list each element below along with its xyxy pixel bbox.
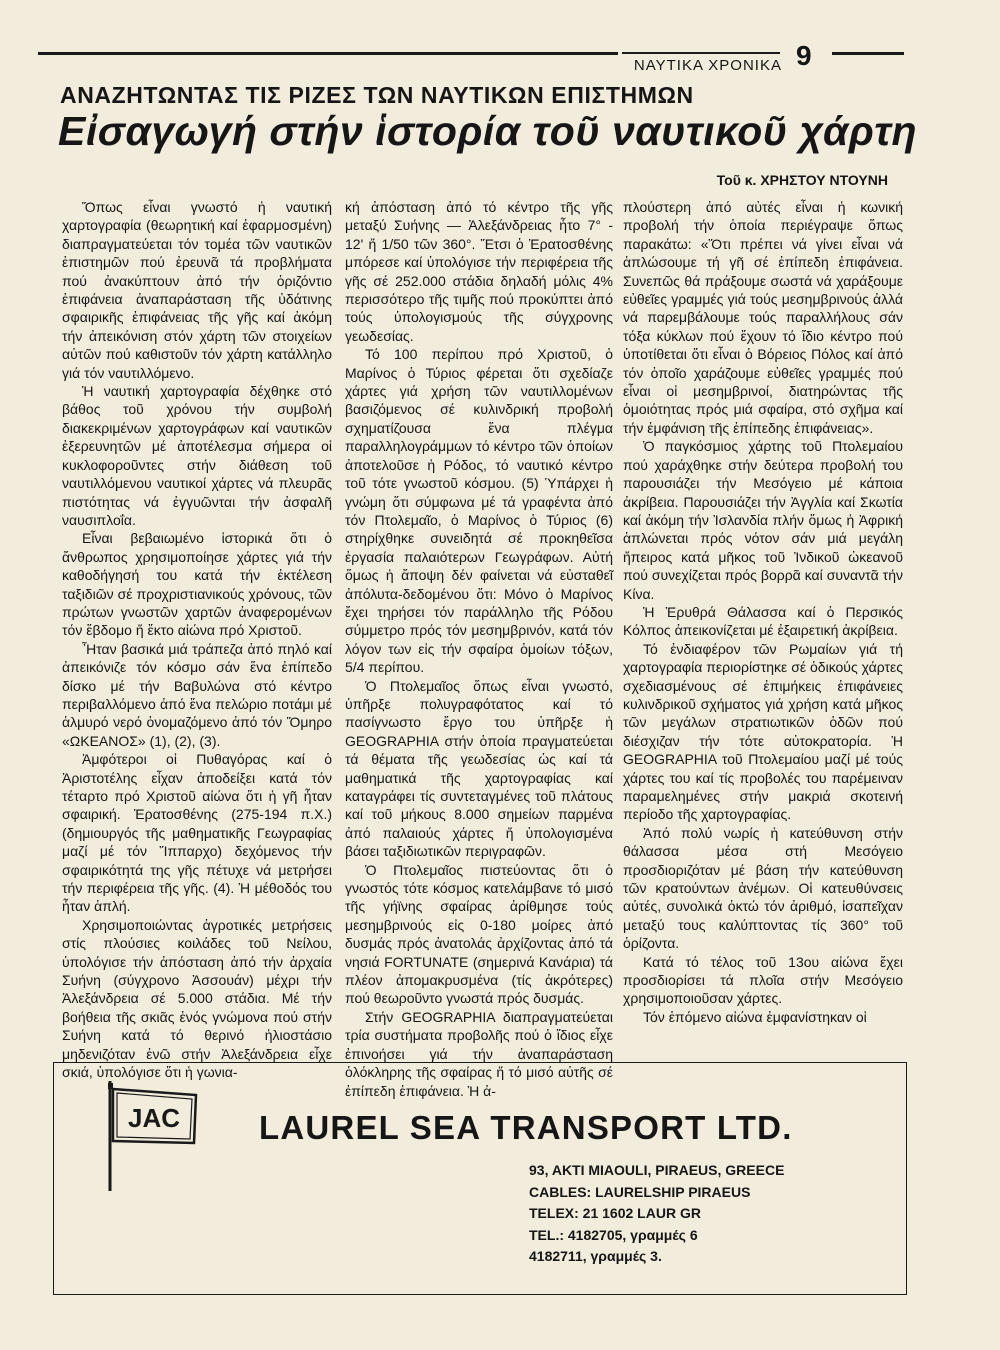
header-rule-right [832,52,904,55]
ad-company-name: LAUREL SEA TRANSPORT LTD. [259,1109,793,1146]
paragraph: Ἡ ναυτική χαρτογραφία δέχθηκε στό βάθος τοῦ χρόνου τήν συμβολή διακεκριμένων χαρτογράφων καί ναυτικῶν ἐξερευνητῶν μέ ἀποτέλεσμα σήμερα οἱ κυκλοφοροῦντες στήν διάθεση τοῦ ναυτιλλόμενου ναυτικοί χάρτες νά πλευρᾶς πιστότητας νά ἐγγυῶνται τήν ἀσφαλῆ ναυσιπλοΐα. [62,383,332,528]
paragraph: Στήν GEOGRAPHIA διαπραγματεύεται τρία συστήματα προβολῆς πού ὁ ἴδιος εἶχε ἐπινοήσει γιά τήν ἀναπαράσταση ὁλόκληρης τῆς σφαίρας ἤ τό μισό αὐτῆς σέ ἐπίπεδη ἐπιφάνεια. Ἡ ἀ- [345,1008,613,1099]
header-rule-left [38,52,618,55]
ad-telephone-1: ΤΕL.: 4182705, γραμμές 6 [529,1226,698,1243]
paragraph: Ἀπό πολύ νωρίς ἡ κατεύθυνση στήν θάλασσα μέσα στή Μεσόγειο προσδιοριζόταν μέ βάση τήν κατεύθυνση τῶν κρατούντων ἀνέμων. Οἱ κατευθύνσεις αὐτές, συνολικά ὀκτώ τόν ἀριθμό, ἰσαπεῖχαν μεταξύ τους καλύπτοντας τίς 360° τοῦ ὁρίζοντα. [623,824,903,952]
paragraph: Ὁ Πτολεμαῖος πιστεύοντας ὅτι ὁ γνωστός τότε κόσμος κατελάμβανε τό μισό τῆς γήϊνης σφαίρας ἀρίθμησε τούς μεσημβρινούς εἰς 0-180 μοίρες ἀπό δυσμάς πρός ἀνατολάς ἀρχίζοντας ἀπό τά νησιά FORTUNATE (σημερινά Κανάρια) τά πλέον ἀπομακρυσμένα (τίς ἀκρότερες) πού θεωροῦντο γνωστά πρός δυσμάς. [345,861,613,1007]
article-kicker: ΑΝΑΖΗΤΩΝΤΑΣ ΤΙΣ ΡΙΖΕΣ ΤΩΝ ΝΑΥΤΙΚΩΝ ΕΠΙΣΤΗΜΩΝ [60,82,694,108]
paragraph: Τό 100 περίπου πρό Χριστοῦ, ὁ Μαρίνος ὁ Τύριος φέρεται ὅτι σχεδίαζε χάρτες γιά χρήση τῶν ναυτιλλομένων βασιζόμενος σέ κυλινδρική προβολή σχηματίζουσα ἕνα πλέγμα παραλληλογράμμων τό κέντρο τῶν ὁποίων ἀποτελοῦσε ἡ Ρόδος, τό ναυτικό κέντρο τοῦ τότε γνωστοῦ κόσμου. (5) Ὑπάρχει ἡ γνώμη ὅτι σύμφωνα μέ τά γραφέντα ἀπό τόν Πτολεμαῖο, ὁ Μαρίνος ὁ Τύριος (6) στηρίχθηκε συνειδητά σέ προκηθεῖσα ἐργασία παλαιότερων Γεωγράφων. Αὐτή ὅμως ἡ ἄποψη δέν φαίνεται νά εὐσταθεῖ ἀπόλυτα-δεδομένου ὅτι: Μόνο ὁ Μαρίνος ἔχει τηρήσει τόν παράλληλο τῆς Ρόδου σύμμετρο πρός τόν μεσημβρινόν, κατά τόν λόγον των εἰς τήν σφαίρα ὁμοίων τόξων, 5/4 περίπου. [345,346,613,676]
paragraph: Ὅπως εἶναι γνωστό ἡ ναυτική χαρτογραφία (θεωρητική καί ἐφαρμοσμένη) διαπραγματεύεται τόν τομέα τῶν ναυτικῶν ἐπιστημῶν πού ἐρευνᾶ τά προβλήματα πού ἀνακύπτουν ἀπό τήν ὁριζόντιο ἐπιφάνεια ἀναπαράσταση τῆς ὑδάτινης σφαιρικῆς ἐπιφάνειας τῆς γῆς καί ἀκόμη τήν ἀπεικόνιση στόν χάρτη τῶν στοιχείων αὐτῶν πού καθιστοῦν τόν χάρτη κατάλληλο γιά τόν ναυτιλλόμενο. [62,199,332,381]
ad-telephone-2: 4182711, γραμμές 3. [529,1248,662,1264]
advertisement-box [53,1062,907,1295]
article-byline: Τοῦ κ. ΧΡΗΣΤΟΥ ΝΤΟΥΝΗ [716,172,888,188]
paragraph: Χρησιμοποιώντας ἀγροτικές μετρήσεις στίς πλούσιες κοιλάδες τοῦ Νείλου, ὑπολόγισε τήν ἀπόσταση ἀπό τήν ἀρχαία Συήνη (σύγχρονο Ἀσσουάν) μέχρι τήν Ἀλεξάνδρεια σέ 5.000 στάδια. Μέ τήν βοήθεια τῆς σκιᾶς ἑνός γνώμονα πού στήν Συήνη κατά τό θερινό ἡλιοστάσιο μηδενιζόταν ἐνῶ στήν Ἀλεξάνδρεια εἶχε σκιά, ὑπολόγισε ὅτι ἡ γωνια- [62,916,332,1081]
page-number: 9 [796,40,812,71]
article-column-3 [623,198,903,1046]
paragraph: Ὁ Πτολεμαῖος ὅπως εἶναι γνωστό, ὑπῆρξε πολυγραφότατος καί τό πασίγνωστο ἔργο του ὑπῆρξε ἡ GEOGRAPHIA στήν ὁποία πραγματεύεται τά θέματα τῆς γεωδεσίας ὡς καί τά μαθηματικά τῆς χαρτογραφίας καί καταγράφει τίς συντεταγμένες τοῦ πλάτους καί τοῦ μήκους 8.000 σημείων παρμένα ἀπό παλαιούς χάρτες ἤ ὑπολογισμένα βάσει ταξιδιωτικῶν περιγραφῶν. [345,677,613,860]
ad-cables: CABLES: LAURELSHIP PIRAEUS [529,1183,751,1200]
ad-address: 93, AKTI MIAOULI, PIRAEUS, GREECE [529,1162,785,1178]
paragraph: Εἶναι βεβαιωμένο ἱστορικά ὅτι ὁ ἄνθρωπος χρησιμοποίησε χάρτες γιά τήν καθοδήγησή του κατά τήν ἐκτέλεση ταξιδιῶν σέ προχριστιανικούς χρόνους, τῶν πρώτων γνωστῶν χαρτῶν ἀναφερομένων τόν ἕβδομο ἤ ἕκτο αἰώνα πρό Χριστοῦ. [62,530,332,639]
publication-name: ΝΑΥΤΙΚΑ ΧΡΟΝΙΚΑ [633,57,782,74]
paragraph: πλούστερη ἀπό αὐτές εἶναι ἡ κωνική προβολή τήν ὁποία περιέγραψε ὅπως παρακάτω: «Ὅτι πρέπει νά γίνει εἶναι νά ἁπλώσουμε τή γῆ σέ ἐπίπεδη ἐπιφάνεια. Συνεπῶς θά πράξουμε σωστά νά χαράξουμε εὐθεῖες γραμμές γιά τούς μεσημβρινούς ἀλλά νά παρεμβάλουμε τούς παραλλήλους σάν τόξα κύκλων πού ἔχουν τό ἴδιο κέντρο πού ὑποτίθεται ὅτι εἶναι ὁ Βόρειος Πόλος καί ἀπό τόν ὁποῖο χαράζουμε εὐθεῖες γραμμές πού εἶναι οἱ μεσημβρινοί, διατηρώντας τῆς ὁμοιότητας πρός μιά σφαίρα, στό σχῆμα καί τήν ἐμφάνιση τῆς ἐπίπεδης ἐπιφάνειας». [623,199,903,436]
paragraph: Τόν ἑπόμενο αἰώνα ἐμφανίστηκαν οἱ [643,1008,867,1025]
paragraph: Ὁ παγκόσμιος χάρτης τοῦ Πτολεμαίου πού χαράχθηκε στήν δεύτερα προβολή του παρουσιάζει τήν Μεσόγειο μέ κάποια ἀκρίβεια. Παρουσιάζει τήν Ἀγγλία καί Σκωτία καί ἀκόμη τήν Ἰσλανδία πλήν ὅμως ἡ Ἀφρική ἁπλώνεται πρός νότον σάν μιά μεγάλη ἤπειρος κατά μῆκος τοῦ Ἰνδικοῦ ὠκεανοῦ πού συνεχίζεται πρός βορρᾶ καί συναντᾶ τήν Κίνα. [623,438,903,602]
paragraph: Κατά τό τέλος τοῦ 13ου αἰώνα ἔχει προσδιορίσει τά πλοῖα στήν Μεσόγειο χρησιμοποιοῦσαν χάρτες. [623,953,903,1007]
logo-text: JAC [127,1103,181,1133]
article-title: Εἰσαγωγή στήν ἱστορία τοῦ ναυτικοῦ χάρτη [58,108,918,154]
article-column-1 [62,198,332,1081]
ad-telex: TELEX: 21 1602 LAUR GR [529,1205,701,1221]
paragraph: κή ἀπόσταση ἀπό τό κέντρο τῆς γῆς μεταξύ Συήνης — Ἀλεξάνδρειας ἦτο 7° - 12' ἤ 1/50 τῶν 360°. Ἔτσι ὁ Ἐρατοσθένης μπόρεσε καί ὑπολόγισε τήν περιφέρεια τῆς γῆς σέ 252.000 στάδια δηλαδή μόλις 4% περισσότερο τῆς τιμῆς πού προκύπτει ἀπό τούς ὑπολογισμούς τῆς σύγχρονης γεωδεσίας. [345,199,613,344]
article-column-2 [345,198,613,1099]
jac-flag-logo-icon [104,1081,204,1191]
header-rule-mid [622,52,780,54]
ad-contact-block [529,1160,784,1268]
paragraph: Τό ἐνδιαφέρον τῶν Ρωμαίων γιά τή χαρτογραφία περιορίστηκε σέ ὁδικούς χάρτες σχεδιασμένους σέ ἐπιμήκεις ἐπιφάνειες κυλινδρικοῦ σχήματος γιά χρήση κατά μῆκος τῶν μεγάλων στρατιωτικῶν ὁδῶν πού διέσχιζαν τήν τότε αὐτοκρατορία. Ἡ GEOGRAPHIA τοῦ Πτολεμαίου μαζί μέ τούς χάρτες του καί τίς προβολές του παρέμειναν παραμελημένες στήν μακριά σκοτεινή περίοδο τῆς χαρτογραφίας. [623,640,903,823]
paragraph: Ἡ Ἐρυθρά Θάλασσα καί ὁ Περσικός Κόλπος ἀπεικονίζεται μέ ἐξαιρετική ἀκρίβεια. [623,603,903,639]
paragraph: Ἀμφότεροι οἱ Πυθαγόρας καί ὁ Ἀριστοτέλης εἶχαν ἀποδείξει κατά τόν τέταρτο πρό Χριστοῦ αἰώνα ὅτι ἡ γῆ ἦταν σφαιρική. Ἐρατοσθένης (275-194 π.Χ.) (δημιουργός τῆς μαθηματικῆς Γεωγραφίας μαζί μέ τόν Ἵππαρχο) δεχόμενος τήν σφαιρικότητά της γῆς πέτυχε νά μετρήσει τήν περιφέρεια τῆς γῆς. (4). Ἡ μέθοδός του ἦταν ἁπλή. [62,751,332,915]
paragraph: Ἦταν βασικά μιά τράπεζα ἀπό πηλό καί ἀπεικόνιζε τόν κόσμο σάν ἕνα ἐπίπεδο δίσκο μέ τήν Βαβυλώνα στό κέντρο περιβαλλόμενο ἀπό ἕνα πελώριο ποτάμι μέ ἁλμυρό νερό ὀνομαζόμενο ἀπό τόν Ὅμηρο «ΩΚΕΑΝΟΣ» (1), (2), (3). [62,640,332,749]
